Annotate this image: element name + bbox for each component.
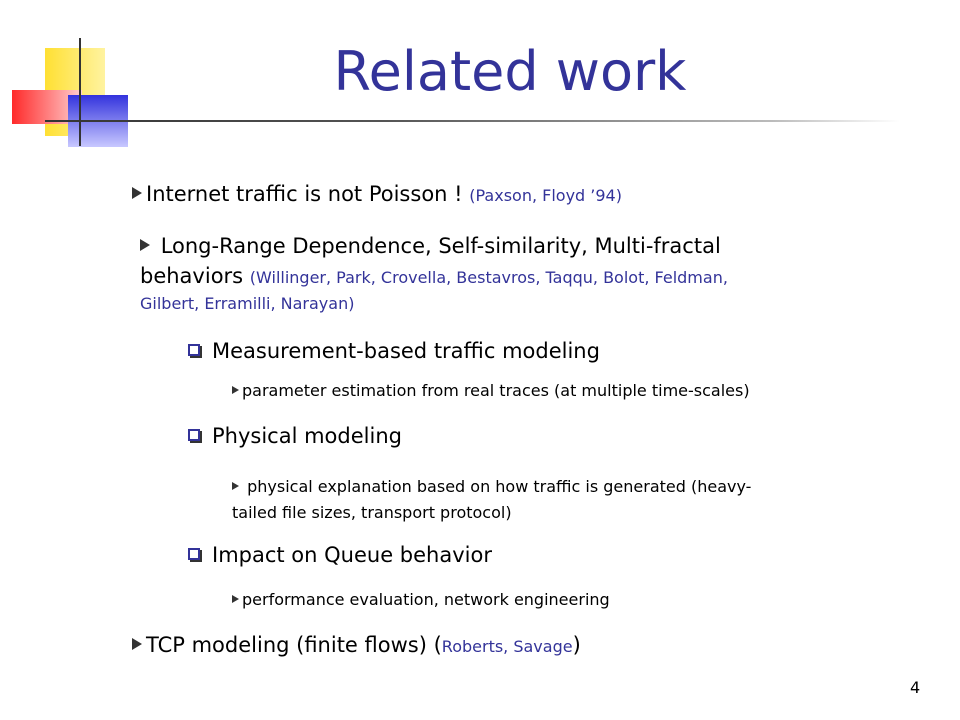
bullet-internet-traffic — [132, 181, 622, 209]
sub-sub-bullet-performance — [232, 589, 610, 611]
bullet-citation: Roberts, Savage — [441, 637, 573, 656]
bullet-citation: (Willinger, Park, Crovella, Bestavros, Taqqu, Bolot, Feldman, — [249, 268, 728, 287]
arrow-bullet-icon — [140, 239, 150, 251]
page-number: 4 — [910, 678, 921, 697]
sub-bullet-physical — [188, 423, 402, 449]
sub-sub-bullet-text: tailed file sizes, transport protocol) — [232, 503, 512, 522]
sub-bullet-queue — [188, 542, 492, 568]
sub-sub-bullet-text: parameter estimation from real traces (at multiple time-scales) — [242, 381, 750, 400]
sub-sub-bullet-text: physical explanation based on how traffic is generated (heavy- — [247, 477, 752, 496]
bullet-citation: (Paxson, Floyd ’94) — [469, 186, 622, 205]
bullet-text: behaviors — [140, 264, 250, 288]
arrow-bullet-icon — [232, 595, 239, 603]
bullet-text: Internet traffic is not Poisson ! — [146, 182, 470, 206]
sub-bullet-text: Impact on Queue behavior — [212, 543, 492, 567]
bullet-text: ) — [572, 633, 581, 657]
bullet-continuation — [140, 289, 354, 317]
arrow-bullet-icon — [132, 638, 142, 650]
bullet-text: Long-Range Dependence, Self-similarity, Multi-fractal — [160, 234, 721, 258]
title-underline — [45, 120, 900, 122]
sub-bullet-text: Physical modeling — [212, 424, 402, 448]
sub-sub-bullet-explanation — [232, 476, 751, 498]
arrow-bullet-icon — [132, 187, 142, 199]
slide-title: Related work — [333, 40, 687, 103]
bullet-continuation — [140, 263, 728, 291]
square-bullet-icon — [188, 344, 200, 356]
bullet-text: TCP modeling (finite flows) ( — [146, 633, 442, 657]
arrow-bullet-icon — [232, 386, 239, 394]
sub-sub-bullet-parameter — [232, 380, 750, 402]
bullet-tcp-modeling — [132, 632, 581, 660]
bullet-long-range-dependence — [140, 233, 721, 259]
logo-vertical-line — [79, 38, 81, 146]
sub-bullet-text: Measurement-based traffic modeling — [212, 339, 600, 363]
arrow-bullet-icon — [232, 482, 239, 490]
bullet-citation: Gilbert, Erramilli, Narayan) — [140, 294, 355, 313]
sub-sub-bullet-text: performance evaluation, network engineering — [242, 590, 610, 609]
sub-bullet-measurement — [188, 338, 600, 364]
square-bullet-icon — [188, 548, 200, 560]
square-bullet-icon — [188, 429, 200, 441]
sub-sub-bullet-continuation — [232, 502, 512, 524]
